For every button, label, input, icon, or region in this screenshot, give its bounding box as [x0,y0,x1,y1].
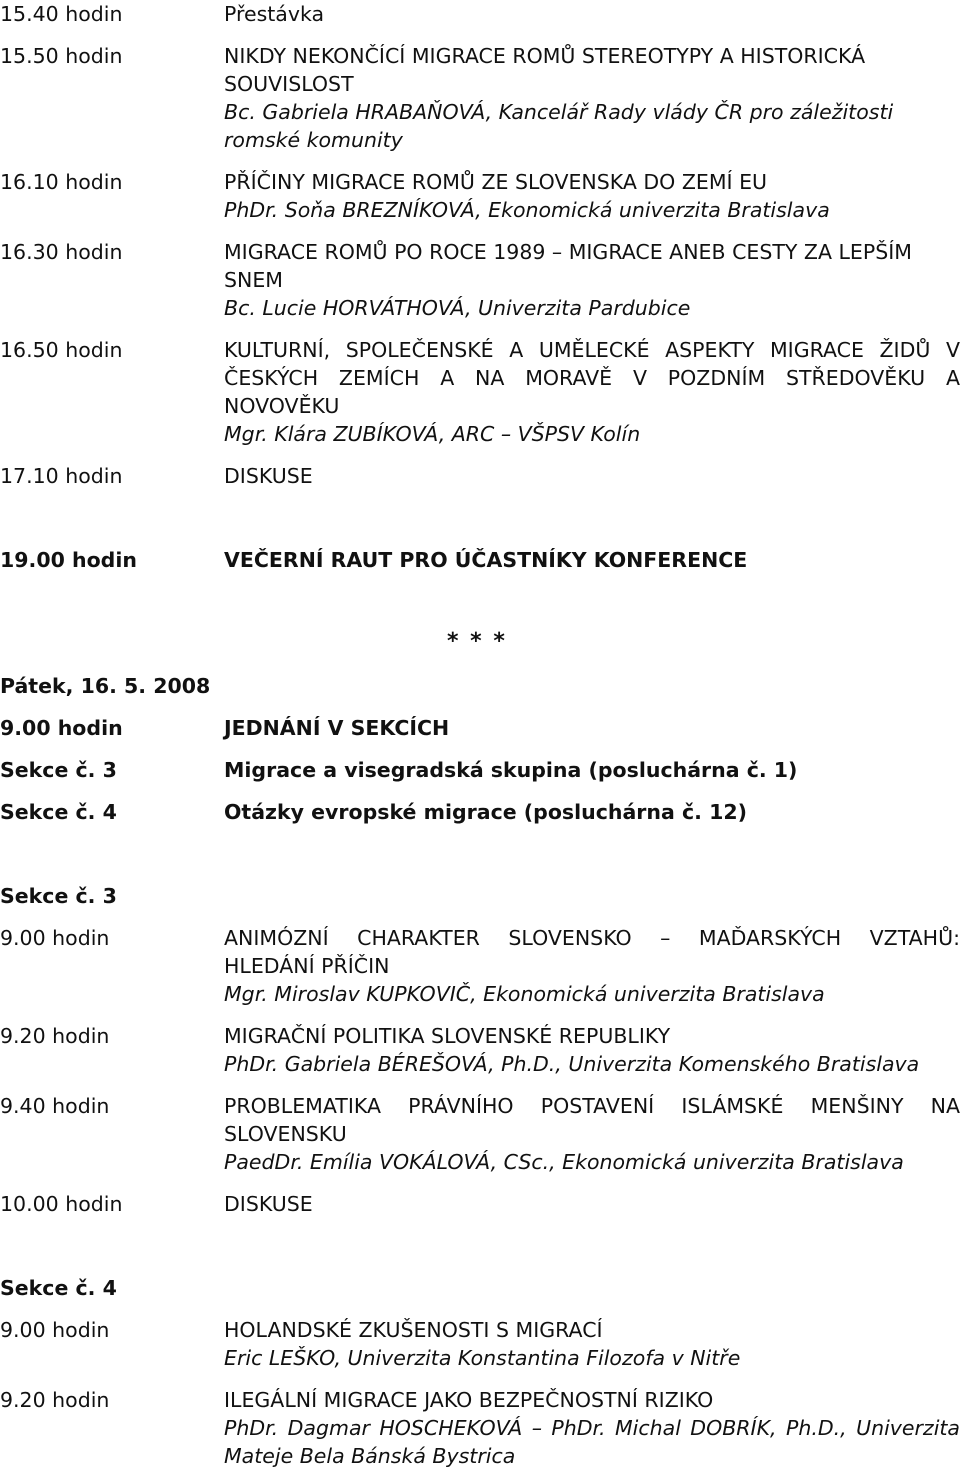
item-title: PŘÍČINY MIGRACE ROMŮ ZE SLOVENSKA DO ZEMÍ EU [224,170,768,194]
program-item [0,238,960,322]
item-speaker: Bc. Lucie HORVÁTHOVÁ, Univerzita Pardubice [224,296,691,320]
item-title-continued: SLOVENSKU [224,1122,347,1146]
program-item [0,1316,960,1372]
item-time: 9.00 hodin [0,716,123,740]
item-time: 9.00 hodin [0,1318,110,1342]
item-title: MIGRACE ROMŮ PO ROCE 1989 – MIGRACE ANEB CESTY ZA LEPŠÍM SNEM [224,240,912,292]
item-title: ANIMÓZNÍ CHARAKTER SLOVENSKO – MAĎARSKÝCH VZTAHŮ: [224,926,960,950]
separator-stars: * * * [447,629,507,654]
item-title: Přestávka [224,2,325,26]
section-title: Migrace a visegradská skupina (posluchárna č. 1) [224,758,798,782]
item-speaker: PhDr. Dagmar HOSCHEKOVÁ – PhDr. Michal DOBRÍK, Ph.D., Univerzita [224,1416,960,1440]
item-title: NIKDY NEKONČÍCÍ MIGRACE ROMŮ STEREOTYPY A HISTORICKÁ SOUVISLOST [224,44,866,96]
item-title: DISKUSE [224,464,313,488]
program-item [0,1022,960,1078]
item-title: ILEGÁLNÍ MIGRACE JAKO BEZPEČNOSTNÍ RIZIKO [224,1388,714,1412]
item-time: 16.50 hodin [0,338,123,362]
program-item [0,0,960,28]
program-item [0,1092,960,1176]
item-time: 15.50 hodin [0,44,123,68]
section-label: Sekce č. 3 [0,758,117,782]
item-time: 16.30 hodin [0,240,123,264]
program-item [0,168,960,224]
item-speaker-continued: Mateje Bela Bánská Bystrica [224,1444,516,1468]
item-speaker: PhDr. Gabriela BÉREŠOVÁ, Ph.D., Univerzita Komenského Bratislava [224,1052,920,1076]
item-title: VEČERNÍ RAUT PRO ÚČASTNÍKY KONFERENCE [224,548,748,572]
item-time: 15.40 hodin [0,2,123,26]
program-item [0,42,960,154]
program-item [0,336,960,448]
item-time: 9.40 hodin [0,1094,110,1118]
item-speaker: PaedDr. Emília VOKÁLOVÁ, CSc., Ekonomická univerzita Bratislava [224,1150,904,1174]
item-time: 9.20 hodin [0,1388,110,1412]
program-item [0,1386,960,1470]
item-time: 19.00 hodin [0,548,137,572]
section-row [0,756,960,784]
item-title: PROBLEMATIKA PRÁVNÍHO POSTAVENÍ ISLÁMSKÉ MENŠINY NA [224,1094,960,1118]
item-title: MIGRAČNÍ POLITIKA SLOVENSKÉ REPUBLIKY [224,1024,671,1048]
program-item [0,714,960,742]
item-time: 10.00 hodin [0,1192,123,1216]
item-time: 17.10 hodin [0,464,123,488]
item-time: 9.20 hodin [0,1024,110,1048]
item-title: KULTURNÍ, SPOLEČENSKÉ A UMĚLECKÉ ASPEKTY MIGRACE ŽIDŮ V ČESKÝCH ZEMÍCH A NA MORAVĚ V POZDNÍM STŘEDOVĚKU A NOVOVĚKU [224,338,960,418]
section-heading: Sekce č. 4 [0,1276,117,1300]
item-title: HOLANDSKÉ ZKUŠENOSTI S MIGRACÍ [224,1318,603,1342]
section-heading: Sekce č. 3 [0,884,117,908]
program-item [0,924,960,1008]
section-row [0,798,960,826]
section-label: Sekce č. 4 [0,800,117,824]
evening-item [0,546,960,574]
section-title: Otázky evropské migrace (posluchárna č. 12) [224,800,747,824]
item-speaker: PhDr. Soňa BREZNÍKOVÁ, Ekonomická univerzita Bratislava [224,198,830,222]
day-heading: Pátek, 16. 5. 2008 [0,674,211,698]
item-time: 9.00 hodin [0,926,110,950]
item-speaker: Mgr. Miroslav KUPKOVIČ, Ekonomická univerzita Bratislava [224,982,825,1006]
item-time: 16.10 hodin [0,170,123,194]
program-item [0,462,960,490]
item-speaker: Eric LEŠKO, Univerzita Konstantina Filozofa v Nitře [224,1346,741,1370]
item-title: JEDNÁNÍ V SEKCÍCH [224,716,450,740]
item-title-continued: HLEDÁNÍ PŘÍČIN [224,954,390,978]
item-speaker: Mgr. Klára ZUBÍKOVÁ, ARC – VŠPSV Kolín [224,422,641,446]
program-item [0,1190,960,1218]
item-title: DISKUSE [224,1192,313,1216]
item-speaker: Bc. Gabriela HRABAŇOVÁ, Kancelář Rady vlády ČR pro záležitosti romské komunity [224,100,894,152]
